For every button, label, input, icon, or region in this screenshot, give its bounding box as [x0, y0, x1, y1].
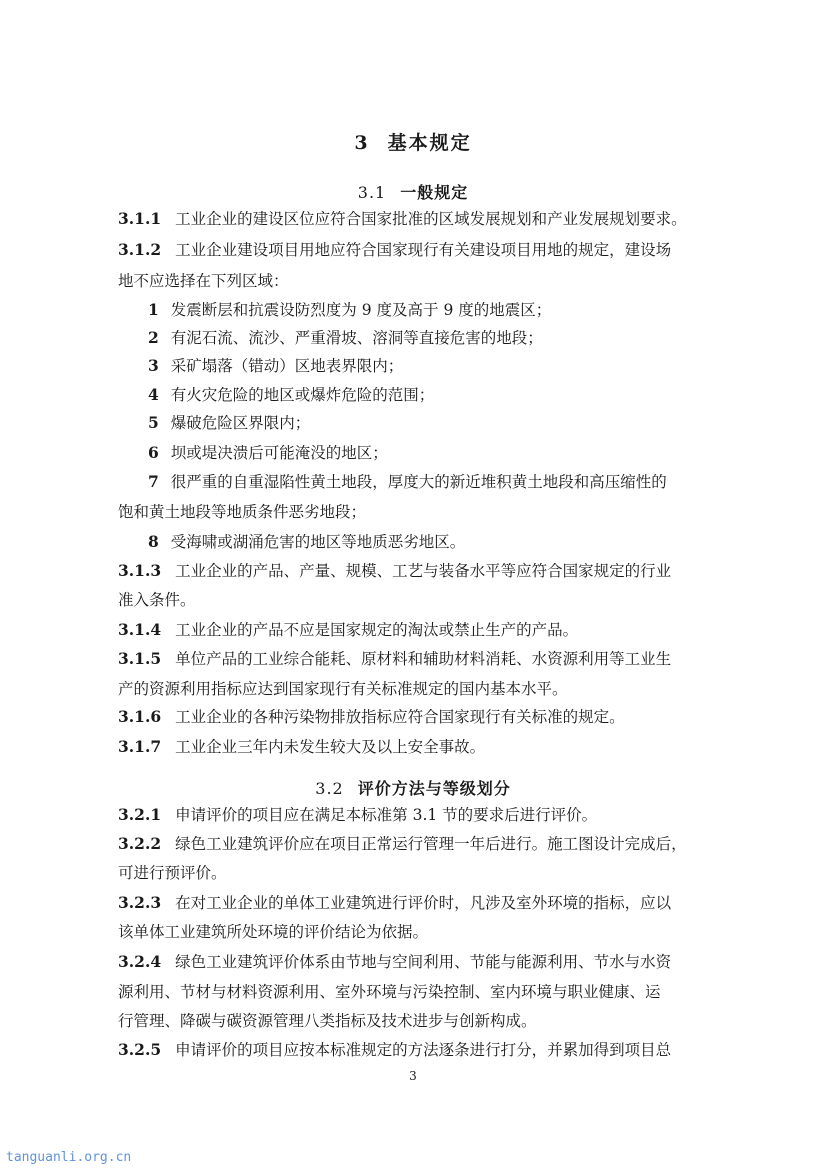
item-number: 3: [148, 356, 159, 375]
item-text: 发震断层和抗震设防烈度为 9 度及高于 9 度的地震区；: [170, 301, 552, 319]
clause-text: 行管理、降碳与碳资源管理八类指标及技术进步与创新构成。: [118, 1012, 537, 1030]
chapter-title: [0, 128, 826, 155]
clause-text: 可进行预评价。: [118, 864, 227, 882]
clause-text: 工业企业的各种污染物排放指标应符合国家现行有关标准的规定。: [175, 708, 625, 726]
page-number: 3: [409, 1069, 417, 1083]
clause-text: 工业企业的产品、产量、规模、工艺与装备水平等应符合国家规定的行业: [175, 562, 672, 580]
clause-3-1-5: [118, 649, 718, 669]
item-number: 5: [148, 413, 159, 432]
item-text: 很严重的自重湿陷性黄土地段，厚度大的新近堆积黄土地段和高压缩性的: [170, 473, 667, 491]
item-text: 受海啸或湖涌危害的地区等地质恶劣地区。: [170, 533, 466, 551]
clause-3-2-3: [118, 893, 718, 913]
clause-number: 3.2.5: [118, 1040, 162, 1059]
section-title-3-2: [0, 776, 826, 799]
item-text: 爆破危险区界限内；: [170, 414, 311, 432]
clause-3-2-2-continued: [118, 863, 718, 883]
clause-3-2-1: [118, 805, 718, 825]
item-number: 1: [148, 300, 159, 319]
clause-number: 3.1.7: [118, 737, 162, 756]
section-title-text: 一般规定: [400, 183, 469, 202]
clause-number: 3.1.4: [118, 620, 162, 639]
item-number: 8: [148, 532, 159, 551]
clause-3-2-5: [118, 1040, 718, 1060]
chapter-number: 3: [354, 132, 370, 154]
list-item-7: [148, 472, 748, 492]
clause-3-2-4-continued-1: [118, 982, 718, 1002]
list-item-3: [148, 356, 748, 376]
section-title-text: 评价方法与等级划分: [357, 779, 511, 798]
clause-text: 准入条件。: [118, 591, 196, 609]
clause-3-1-2: [118, 240, 718, 260]
clause-3-1-4: [118, 620, 718, 640]
clause-number: 3.1.6: [118, 707, 162, 726]
list-item-4: [148, 385, 748, 405]
clause-number: 3.1.3: [118, 561, 162, 580]
item-text: 有火灾危险的地区或爆炸危险的范围；: [170, 386, 435, 404]
item-text: 饱和黄土地段等地质条件恶劣地段；: [118, 503, 367, 521]
clause-text: 地不应选择在下列区域：: [118, 272, 289, 290]
clause-3-2-4-continued-2: [118, 1011, 718, 1031]
clause-text: 工业企业的建设区位应符合国家批准的区域发展规划和产业发展规划要求。: [175, 210, 687, 228]
clause-3-1-6: [118, 707, 718, 727]
clause-text: 绿色工业建筑评价体系由节地与空间利用、节能与能源利用、节水与水资: [175, 953, 672, 971]
clause-3-1-3-continued: [118, 590, 718, 610]
section-number: 3.2: [315, 779, 344, 798]
clause-text: 工业企业三年内未发生较大及以上安全事故。: [175, 738, 486, 756]
clause-text: 在对工业企业的单体工业建筑进行评价时，凡涉及室外环境的指标，应以: [175, 894, 672, 912]
clause-3-1-2-continued: [118, 271, 718, 291]
clause-text: 工业企业的产品不应是国家规定的淘汰或禁止生产的产品。: [175, 621, 579, 639]
clause-3-2-2: [118, 834, 718, 854]
list-item-7-continued: [118, 502, 718, 522]
clause-3-1-1: [118, 209, 718, 229]
clause-3-2-4: [118, 952, 718, 972]
list-item-1: [148, 300, 748, 320]
clause-text: 源利用、节材与材料资源利用、室外环境与污染控制、室内环境与职业健康、运: [118, 983, 661, 1001]
clause-text: 工业企业建设项目用地应符合国家现行有关建设项目用地的规定，建设场: [175, 241, 672, 259]
clause-3-1-3: [118, 561, 718, 581]
item-text: 坝或堤决溃后可能淹没的地区；: [170, 444, 388, 462]
clause-text: 绿色工业建筑评价应在项目正常运行管理一年后进行。施工图设计完成后，: [175, 835, 687, 853]
watermark: tanguanli.org.cn: [6, 1150, 132, 1165]
item-number: 4: [148, 385, 159, 404]
clause-number: 3.1.5: [118, 649, 162, 668]
list-item-2: [148, 328, 748, 348]
clause-number: 3.2.1: [118, 805, 162, 824]
list-item-6: [148, 443, 748, 463]
clause-number: 3.1.2: [118, 240, 162, 259]
clause-number: 3.2.4: [118, 952, 162, 971]
chapter-title-text: 基本规定: [387, 132, 472, 154]
clause-number: 3.2.3: [118, 893, 162, 912]
clause-text: 申请评价的项目应按本标准规定的方法逐条进行打分，并累加得到项目总: [175, 1041, 672, 1059]
item-text: 采矿塌落（错动）区地表界限内；: [170, 357, 404, 375]
item-number: 6: [148, 443, 159, 462]
item-text: 有泥石流、流沙、严重滑坡、溶洞等直接危害的地段；: [170, 329, 543, 347]
item-number: 2: [148, 328, 159, 347]
clause-number: 3.2.2: [118, 834, 162, 853]
clause-3-1-7: [118, 737, 718, 757]
clause-text: 该单体工业建筑所处环境的评价结论为依据。: [118, 923, 429, 941]
section-title-3-1: [0, 180, 826, 203]
clause-text: 单位产品的工业综合能耗、原材料和辅助材料消耗、水资源利用等工业生: [175, 650, 672, 668]
clause-number: 3.1.1: [118, 209, 162, 228]
list-item-8: [148, 532, 748, 552]
item-number: 7: [148, 472, 159, 491]
clause-3-1-5-continued: [118, 679, 718, 699]
clause-text: 产的资源利用指标应达到国家现行有关标准规定的国内基本水平。: [118, 680, 568, 698]
section-number: 3.1: [357, 183, 387, 202]
list-item-5: [148, 413, 748, 433]
clause-text: 申请评价的项目应在满足本标准第 3.1 节的要求后进行评价。: [175, 806, 598, 824]
clause-3-2-3-continued: [118, 922, 718, 942]
